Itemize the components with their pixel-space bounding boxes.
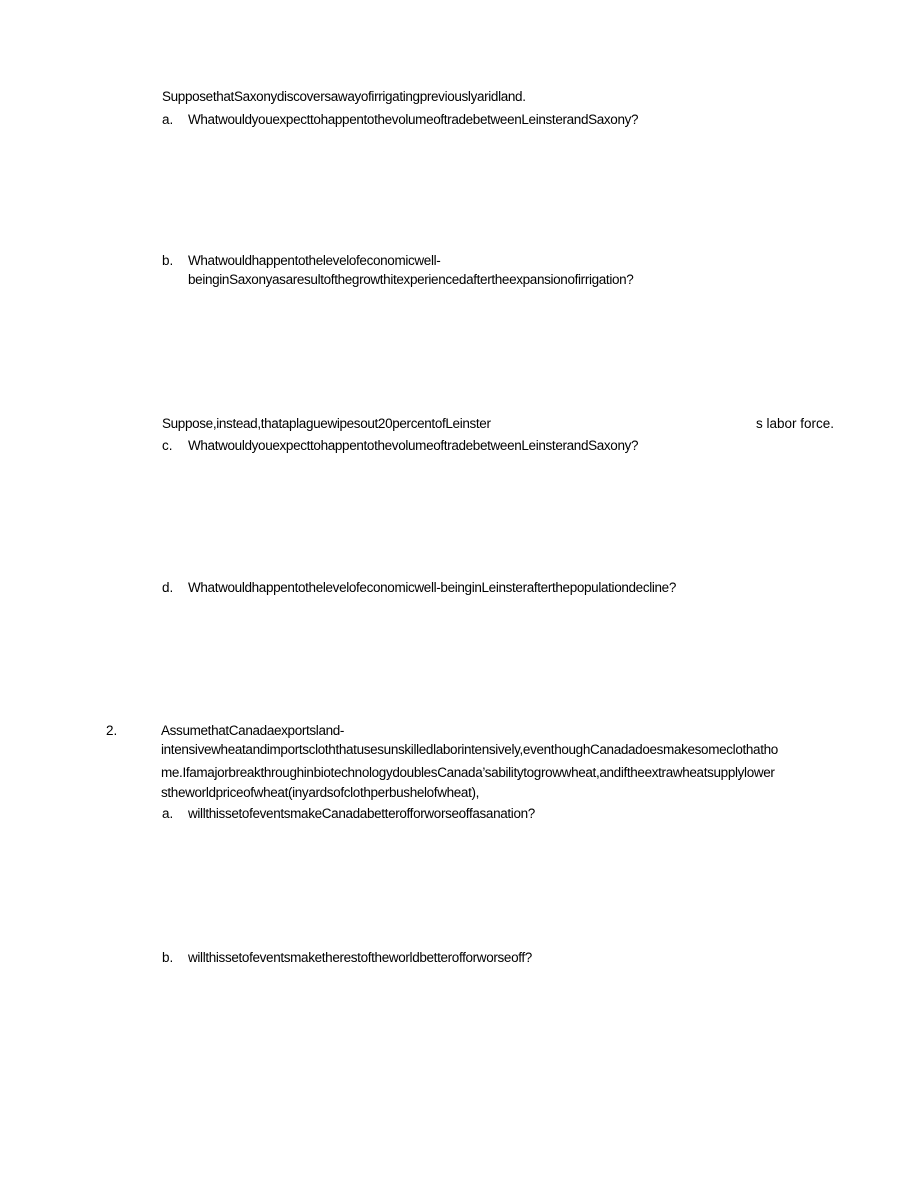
question-a-label: a. — [162, 112, 174, 127]
question-2-line3: me.IfamajorbreakthroughinbiotechnologydoublesCanada’sabilitytogrowwheat,andiftheextrawheatsupplylower — [161, 765, 775, 780]
question-c-text: WhatwouldyouexpecttohappentothevolumeoftradebetweenLeinsterandSaxony? — [188, 438, 639, 453]
question-c-label: c. — [162, 438, 173, 453]
question-b-line1: Whatwouldhappentothelevelofeconomicwell- — [188, 253, 441, 268]
question-2b-label: b. — [162, 950, 174, 965]
question-2a-text: willthissetofeventsmakeCanadabetterofforworseoffasanation? — [188, 806, 535, 821]
intro-leinster-left: Suppose,instead,thataplaguewipesout20percentofLeinster — [162, 416, 491, 431]
question-2-line1: AssumethatCanadaexportsland- — [161, 723, 345, 738]
intro-leinster-right: s labor force. — [756, 416, 835, 431]
question-2b-text: willthissetofeventsmaketherestoftheworldbetterofforworseoff? — [188, 950, 532, 965]
question-d-text: Whatwouldhappentothelevelofeconomicwell-beinginLeinsterafterthepopulationdecline? — [188, 580, 676, 595]
intro-saxony: SupposethatSaxonydiscoversawayofirrigatingpreviouslyaridland. — [162, 89, 526, 104]
question-2-line2: intensivewheatandimportscloththatusesunskilledlaborintensively,eventhoughCanadadoesmakesomeclothatho — [161, 742, 778, 757]
question-2a-label: a. — [162, 806, 174, 821]
question-2-line4: stheworldpriceofwheat(inyardsofclothperbushelofwheat), — [161, 785, 480, 800]
question-a-text: WhatwouldyouexpecttohappentothevolumeoftradebetweenLeinsterandSaxony? — [188, 112, 639, 127]
question-2-number: 2. — [106, 723, 118, 738]
question-b-line2: beinginSaxonyasaresultofthegrowthitexperiencedaftertheexpansionofirrigation? — [188, 272, 634, 287]
question-b-label: b. — [162, 253, 174, 268]
question-d-label: d. — [162, 580, 174, 595]
